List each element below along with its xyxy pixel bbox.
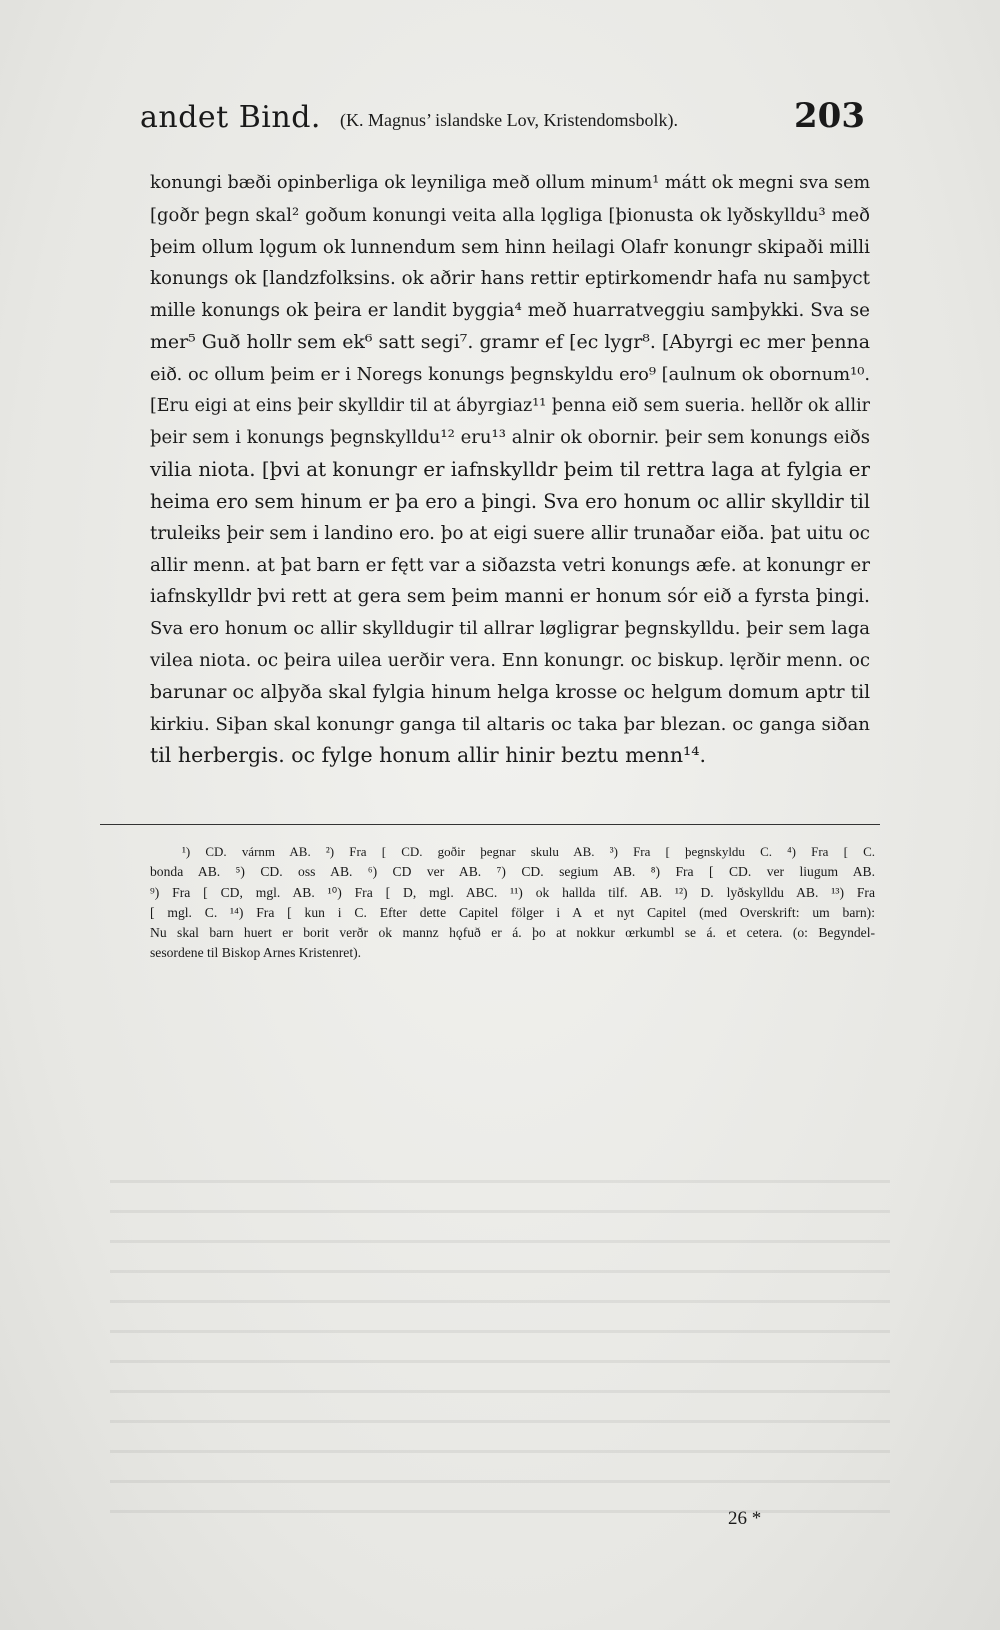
- footnote-line: bonda AB. ⁵) CD. oss AB. ⁶) CD ver AB. ⁷) CD. segium AB. ⁸) Fra [ CD. ver liugum AB.: [150, 864, 875, 880]
- text-line: vilia niota. [þvi at konungr er iafnskylldr þeim til rettra laga at fylgia er: [150, 458, 870, 482]
- footnote-line: ⁹) Fra [ CD, mgl. AB. ¹⁰) Fra [ D, mgl. ABC. ¹¹) ok hallda tilf. AB. ¹²) D. lyðskylldu AB. ¹³) Fra: [150, 884, 875, 900]
- text-line: allir menn. at þat barn er fętt var a siðazsta vetri konungs æfe. at konungr er: [150, 554, 870, 576]
- text-line: konungs ok [landzfolksins. ok aðrir hans rettir eptirkomendr hafa nu samþyct: [150, 268, 870, 290]
- footnote-line: ¹) CD. várnm AB. ²) Fra [ CD. goðir þegnar skulu AB. ³) Fra [ þegnskyldu C. ⁴) Fra [ C.: [182, 844, 875, 859]
- text-line: truleiks þeir sem i landino ero. þo at eigi suere allir trunaðar eiða. þat uitu oc: [150, 522, 870, 544]
- text-line: eið. oc ollum þeim er i Noregs konungs þegnskyldu ero⁹ [aulnum ok obornum¹⁰.: [150, 363, 871, 385]
- text-line: þeim ollum lǫgum ok lunnendum sem hinn heilagi Olafr konungr skipaði milli: [150, 236, 870, 258]
- text-line: þeir sem i konungs þegnskylldu¹² eru¹³ alnir ok obornir. þeir sem konungs eiðs: [150, 427, 870, 449]
- text-line: heima ero sem hinum er þa ero a þingi. Sva ero honum oc allir skylldir til: [150, 489, 870, 513]
- page-number: 203: [794, 96, 865, 136]
- header-subtitle: (K. Magnus’ islandske Lov, Kristendomsbolk).: [340, 110, 678, 130]
- footnote-line: sesordene til Biskop Arnes Kristenret).: [150, 945, 362, 961]
- text-line: Sva ero honum oc allir skylldugir til allrar løgligrar þegnskylldu. þeir sem laga: [150, 618, 870, 640]
- footnotes: [150, 842, 875, 964]
- text-line: mille konungs ok þeira er landit byggia⁴ með huarratveggiu samþykki. Sva se: [150, 300, 870, 322]
- text-line: barunar oc alþyða skal fylgia hinum helga krosse oc helgum domum aptr til: [150, 681, 871, 703]
- text-line: til herbergis. oc fylge honum allir hinir beztu menn¹⁴.: [150, 743, 707, 768]
- text-line: vilea niota. oc þeira uilea uerðir vera. Enn konungr. oc biskup. lęrðir menn. oc: [150, 649, 870, 671]
- main-text: [150, 168, 870, 772]
- signature-mark: 26 *: [728, 1508, 762, 1529]
- text-line: konungi bæði opinberliga ok leyniliga með ollum minum¹ mátt ok megni sva sem: [150, 173, 871, 193]
- text-line: [Eru eigi at eins þeir skylldir til at ábyrgiaz¹¹ þenna eið sem sueria. hellðr ok allir: [150, 395, 870, 416]
- text-line: kirkiu. Siþan skal konungr ganga til altaris oc taka þar blezan. oc ganga siðan: [150, 713, 870, 735]
- footnote-line: Nu skal barn huert er borit verðr ok mannz hǫfuð er á. þo at nokkur œrkumbl se á. et cetera. (o: Begyndel-: [150, 925, 875, 941]
- bleed-through-shadow: [110, 1180, 890, 1540]
- text-line: iafnskylldr þvi rett at gera sem þeim manni er honum sór eið a fyrsta þingi.: [150, 586, 870, 608]
- header-volume: andet Bind.: [140, 100, 321, 135]
- running-header: [140, 96, 865, 140]
- footnote-rule: [100, 824, 880, 825]
- text-line: mer⁵ Guð hollr sem ek⁶ satt segi⁷. gramr ef [ec lygr⁸. [Abyrgi ec mer þenna: [150, 330, 870, 353]
- footnote-line: [ mgl. C. ¹⁴) Fra [ kun i C. Efter dette Capitel fölger i A et nyt Capitel (med Overskrift: um barn):: [150, 904, 875, 920]
- text-line: [goðr þegn skal² goðum konungi veita alla lǫgliga [þionusta ok lyðskylldu³ með: [150, 204, 870, 226]
